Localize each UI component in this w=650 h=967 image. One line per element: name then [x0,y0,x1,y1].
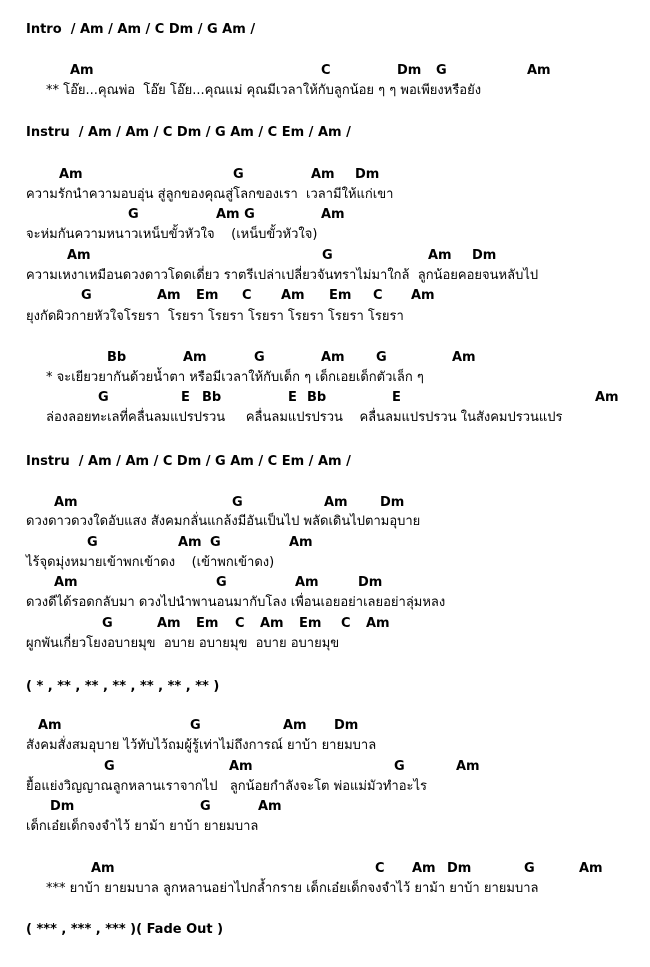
lyric-line: สังคมสั่งสมอุบาย ไว้ทับไว้ถมผู้รู้เท่าไม่ถึงการณ์ ยาบ้า ยายมบาล [26,738,377,753]
chord: Am [59,167,83,182]
chord: Am [411,288,435,303]
lyric-line: ** โอ๊ย...คุณพ่อ โอ๊ย โอ๊ย...คุณแม่ คุณมีเวลาให้กับลูกน้อย ๆ ๆ พอเพียงหรือยัง [46,83,482,98]
chord: C [321,63,331,78]
chord: Dm [355,167,380,182]
chord: Am [54,495,78,510]
section-header: ( * , ** , ** , ** , ** , ** , ** ) [26,679,220,694]
section-header: Instru / Am / Am / C Dm / G Am / C Em / Am / [26,454,351,469]
chord-row [0,718,650,734]
chord-row [0,799,650,815]
chord: Am [183,350,207,365]
lyric-line: จะห่มกันความหนาวเหน็บขั้วหัวใจ (เหน็บขั้วหัวใจ) [26,227,318,242]
chord: Am [311,167,335,182]
chord: G [102,616,113,631]
chord: Am [281,288,305,303]
chord: Dm [50,799,75,814]
chord: Dm [447,861,472,876]
lyric-line: * จะเยียวยากันด้วยน้ำตา หรือมีเวลาให้กับเด็ก ๆ เด็กเอยเด็กตัวเล็ก ๆ [46,370,424,385]
chord: C [235,616,245,631]
chord: Am [67,248,91,263]
chord: Am [595,390,619,405]
section-header: ( *** , *** , *** )( Fade Out ) [26,922,224,937]
chord: Am [38,718,62,733]
lyric-line: *** ยาบ้า ยายมบาล ลูกหลานอย่าไปกล้ำกราย เด็กเอ๋ยเด็กจงจำไว้ ยาม้า ยาบ้า ยายมบาล [46,881,539,896]
chord: G [254,350,265,365]
chord-row [0,167,650,183]
chord: G [436,63,447,78]
chord: G [98,390,109,405]
lyric-line: ความเหงาเหมือนดวงดาวโดดเดี่ยว ราตรีเปล่าเปลี่ยวจันทราไม่มาใกล้ ลูกน้อยคอยจนหลับไป [26,268,539,283]
chord: G [233,167,244,182]
chord: Am [229,759,253,774]
chord: Am G [216,207,255,222]
lyric-line: ผูกพันเกี่ยวโยงอบายมุข อบาย อบายมุข อบาย อบายมุข [26,636,340,651]
chord: Em [196,288,219,303]
chord: G [394,759,405,774]
chord: Am [527,63,551,78]
chord: G [190,718,201,733]
chord-row [0,390,650,406]
chord: Am [366,616,390,631]
chord: Am [428,248,452,263]
lyric-line: เด็กเอ๋ยเด็กจงจำไว้ ยาม้า ยาบ้า ยายมบาล [26,819,259,834]
chord-row [0,535,650,551]
chord: G [322,248,333,263]
chord: G [87,535,98,550]
chord: C [373,288,383,303]
chord: G [216,575,227,590]
chord-row [0,616,650,632]
lyric-line: ล่องลอยทะเลที่คลื่นลมแปรปรวน คลื่นลมแปรปรวน คลื่นลมแปรปรวน ในสังคมปรวนแปร [46,410,563,425]
chord-row [0,207,650,223]
chord: E [288,390,297,405]
chord-row [0,248,650,264]
chord: Am [321,350,345,365]
chord: G [524,861,535,876]
lyric-line: ยุงกัดผิวกายหัวใจโรยรา โรยรา โรยรา โรยรา โรยรา โรยรา โรยรา [26,309,404,324]
chord: G [376,350,387,365]
chord: Em [329,288,352,303]
lyric-line: ดวงดาวดวงใดอับแสง สังคมกลั่นแกล้งมีอันเป็นไป พลัดเดินไปตามอุบาย [26,514,421,529]
chord: G [210,535,221,550]
chord: Am [157,288,181,303]
chord: Am [412,861,436,876]
chord: Bb [107,350,127,365]
chord-row [0,575,650,591]
chord: Dm [397,63,422,78]
chord: Am [91,861,115,876]
chord: G [200,799,211,814]
chord: Am [283,718,307,733]
lyric-line: ยื้อแย่งวิญญาณลูกหลานเราจากไป ลูกน้อยกำลังจะโต พ่อแม่มัวทำอะไร [26,779,428,794]
chord: Am [452,350,476,365]
chord: C [242,288,252,303]
chord: Em [299,616,322,631]
chord: Am [70,63,94,78]
chord-row [0,288,650,304]
chord: G [104,759,115,774]
chord: Am [289,535,313,550]
chord-row [0,759,650,775]
lyric-line: ดวงดีได้รอดกลับมา ดวงไปนำพานอนมากับโลง เพื่อนเอยอย่าเลยอย่าลุ่มหลง [26,595,446,610]
chord: G [81,288,92,303]
chord: C [341,616,351,631]
chord-row [0,495,650,511]
chord: Bb [307,390,327,405]
chord: Dm [334,718,359,733]
section-header: Intro / Am / Am / C Dm / G Am / [26,22,256,37]
chord: Am [178,535,202,550]
chord: E [392,390,401,405]
chord-row [0,861,650,877]
chord: Am [258,799,282,814]
chord-row [0,63,650,79]
chord: C [375,861,385,876]
chord: Am [54,575,78,590]
chord: Am [295,575,319,590]
lyric-line: ไร้จุดมุ่งหมายเข้าพกเข้าดง (เข้าพกเข้าดง) [26,555,275,570]
chord: Dm [380,495,405,510]
chord: Am [157,616,181,631]
chord: E [181,390,190,405]
chord-row [0,350,650,366]
section-header: Instru / Am / Am / C Dm / G Am / C Em / Am / [26,125,351,140]
chord: Am [456,759,480,774]
chord: Em [196,616,219,631]
chord: G [232,495,243,510]
chord: G [128,207,139,222]
chord: Am [579,861,603,876]
lyric-line: ความรักนำความอบอุ่น สู่ลูกของคุณสู่โลกของเรา เวลามีให้แก่เขา [26,187,394,202]
chord: Am [321,207,345,222]
chord: Am [260,616,284,631]
chord: Bb [202,390,222,405]
chord: Am [324,495,348,510]
chord: Dm [472,248,497,263]
chord: Dm [358,575,383,590]
